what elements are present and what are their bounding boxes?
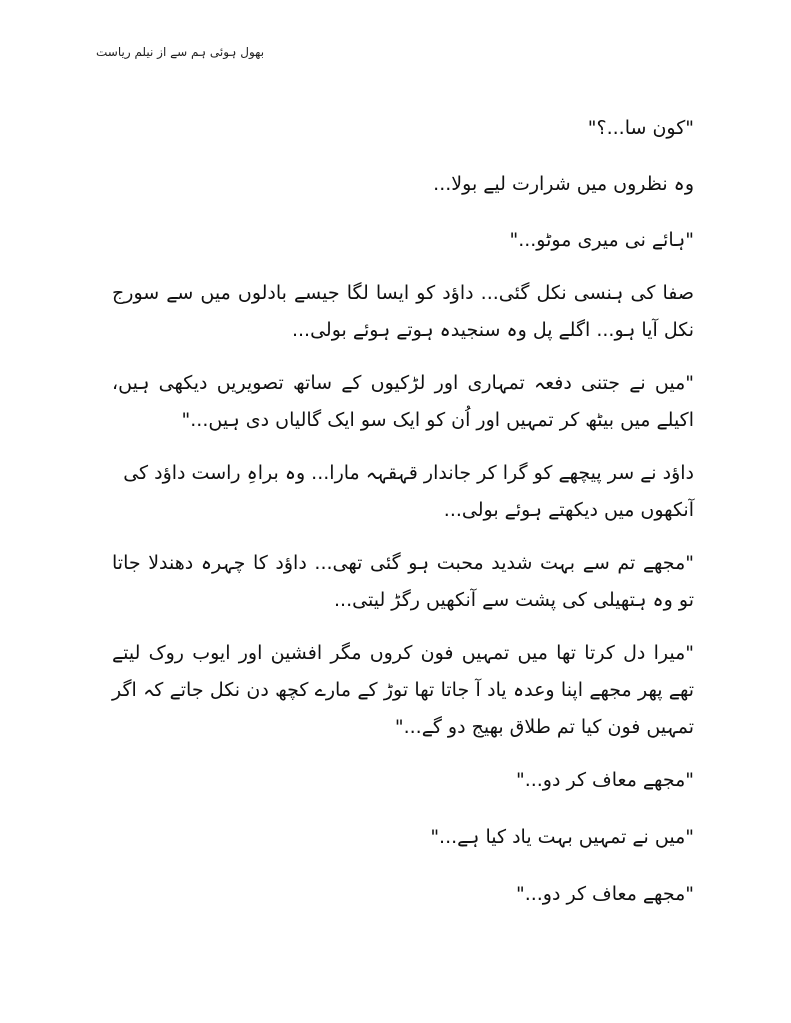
paragraph-3: "ہائے نی میری موٹو..."	[509, 229, 694, 251]
paragraph-8: "میرا دل کرتا تھا میں تمہیں فون کروں مگر افشین اور ایوب روک لیتے تھے پھر مجھے اپنا وعدہ یاد آ جاتا تھا توڑ کے مارے کچھ دن نکل جاتے کہ اگر تمہیں فون کیا تم طلاق بھیج دو گے..."	[112, 642, 694, 738]
paragraph-2: وہ نظروں میں شرارت لیے بولا...	[433, 173, 694, 195]
paragraph-4: صفا کی ہنسی نکل گئی... داؤد کو ایسا لگا جیسے بادلوں میں سے سورج نکل آیا ہو... اگلے پل وہ سنجیدہ ہوتے ہوئے بولی...	[112, 282, 694, 341]
paragraph-5: "میں نے جتنی دفعہ تمہاری اور لڑکیوں کے ساتھ تصویریں دیکھی ہیں، اکیلے میں بیٹھ کر تمہیں اور اُن کو ایک سو ایک گالیاں دی ہیں..."	[112, 372, 694, 431]
paragraph-9: "مجھے معاف کر دو..."	[515, 769, 694, 791]
paragraph-1: "کون سا...؟"	[587, 117, 694, 139]
paragraph-10: "میں نے تمہیں بہت یاد کیا ہے..."	[430, 826, 694, 848]
running-header: بھول ہوئی ہم سے از نیلم ریاست	[96, 45, 265, 59]
paragraph-6: داؤد نے سر پیچھے کو گرا کر جاندار قہقہہ مارا... وہ براہِ راست داؤد کی آنکھوں میں دیکھتے ہوئے بولی...	[123, 462, 694, 521]
page-body	[112, 110, 694, 913]
paragraph-7: "مجھے تم سے بہت شدید محبت ہو گئی تھی... داؤد کا چہرہ دھندلا جاتا تو وہ ہتھیلی کی پشت سے آنکھیں رگڑ لیتی...	[112, 552, 694, 611]
paragraph-11: "مجھے معاف کر دو..."	[515, 883, 694, 905]
